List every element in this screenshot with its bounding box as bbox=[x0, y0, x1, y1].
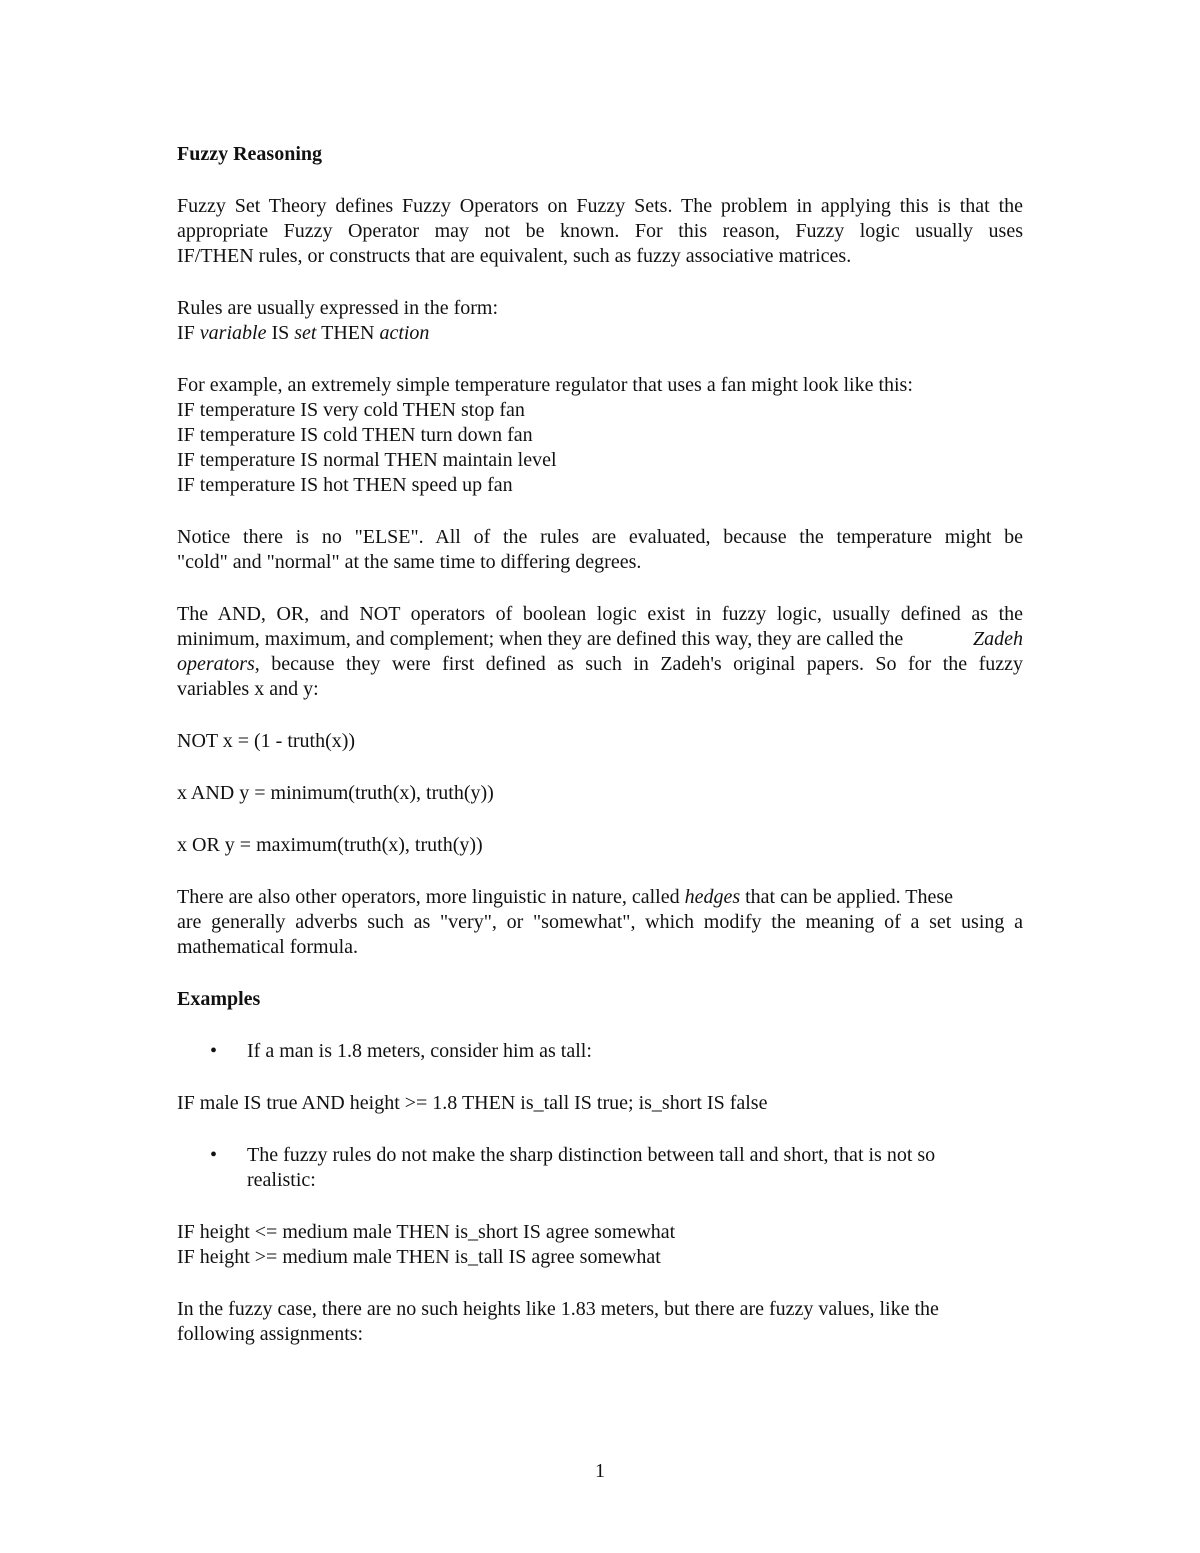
hedges-line-1-pre: There are also other operators, more linguistic in nature, called bbox=[177, 886, 680, 908]
operators-line-1: The AND, OR, and NOT operators of boolean logic exist in fuzzy logic, usually defined as the bbox=[177, 603, 1023, 625]
page-number: 1 bbox=[595, 1460, 605, 1482]
notice-line-2: "cold" and "normal" at the same time to differing degrees. bbox=[177, 551, 642, 573]
hedges-term: hedges bbox=[684, 886, 741, 908]
bullet-item-1: If a man is 1.8 meters, consider him as tall: bbox=[247, 1040, 592, 1062]
hedges-line-1-post: that can be applied. These bbox=[745, 886, 954, 908]
bullet-icon: • bbox=[210, 1144, 218, 1166]
then-keyword: THEN bbox=[321, 322, 375, 344]
action-placeholder: action bbox=[379, 322, 430, 344]
operators-line-3 bbox=[177, 652, 1023, 677]
operators-line-2 bbox=[177, 627, 1023, 652]
is-keyword: IS bbox=[271, 322, 290, 344]
operators-line-3-text: , because they were first defined as such in Zadeh's original papers. So for the fuzzy bbox=[254, 653, 1023, 675]
operators-term: operators bbox=[177, 653, 255, 675]
variable-placeholder: variable bbox=[199, 322, 267, 344]
formula-or: x OR y = maximum(truth(x), truth(y)) bbox=[177, 834, 483, 856]
formula-and: x AND y = minimum(truth(x), truth(y)) bbox=[177, 782, 494, 804]
hedges-line-2: are generally adverbs such as "very", or "somewhat", which modify the meaning of a set using a bbox=[177, 911, 1023, 933]
operators-line-2-text: minimum, maximum, and complement; when they are defined this way, they are called the bbox=[177, 628, 904, 650]
fan-rule: IF temperature IS cold THEN turn down fan bbox=[177, 424, 533, 446]
examples-heading: Examples bbox=[177, 988, 261, 1010]
operators-line-4: variables x and y: bbox=[177, 678, 319, 700]
rules-form-template bbox=[177, 321, 429, 346]
closing-line-2: following assignments: bbox=[177, 1323, 364, 1345]
if-keyword: IF bbox=[177, 322, 195, 344]
fan-rule: IF temperature IS hot THEN speed up fan bbox=[177, 474, 513, 496]
bullet-item-2-line-1: The fuzzy rules do not make the sharp distinction between tall and short, that is not so bbox=[247, 1144, 936, 1166]
rule-tall: IF male IS true AND height >= 1.8 THEN is_tall IS true; is_short IS false bbox=[177, 1092, 768, 1114]
example-lead: For example, an extremely simple temperature regulator that uses a fan might look like this: bbox=[177, 374, 913, 396]
page-title: Fuzzy Reasoning bbox=[177, 143, 322, 165]
fuzzy-height-rule: IF height >= medium male THEN is_tall IS agree somewhat bbox=[177, 1246, 661, 1268]
zadeh-term: Zadeh bbox=[973, 628, 1023, 650]
bullet-icon: • bbox=[210, 1040, 218, 1062]
fuzzy-height-rule: IF height <= medium male THEN is_short IS agree somewhat bbox=[177, 1221, 676, 1243]
fan-rule: IF temperature IS normal THEN maintain level bbox=[177, 449, 557, 471]
formula-not: NOT x = (1 - truth(x)) bbox=[177, 730, 356, 752]
hedges-line-3: mathematical formula. bbox=[177, 936, 359, 958]
closing-line-1: In the fuzzy case, there are no such heights like 1.83 meters, but there are fuzzy values, like the bbox=[177, 1298, 939, 1320]
bullet-item-2-line-2: realistic: bbox=[247, 1169, 316, 1191]
intro-line-3: IF/THEN rules, or constructs that are equivalent, such as fuzzy associative matrices. bbox=[177, 245, 852, 267]
intro-line-1: Fuzzy Set Theory defines Fuzzy Operators on Fuzzy Sets. The problem in applying this is that the bbox=[177, 195, 1023, 217]
set-placeholder: set bbox=[294, 322, 317, 344]
intro-line-2: appropriate Fuzzy Operator may not be known. For this reason, Fuzzy logic usually uses bbox=[177, 220, 1023, 242]
fan-rule: IF temperature IS very cold THEN stop fan bbox=[177, 399, 525, 421]
notice-line-1: Notice there is no "ELSE". All of the rules are evaluated, because the temperature might be bbox=[177, 526, 1023, 548]
hedges-line-1 bbox=[177, 885, 953, 910]
rules-form-lead: Rules are usually expressed in the form: bbox=[177, 297, 499, 319]
